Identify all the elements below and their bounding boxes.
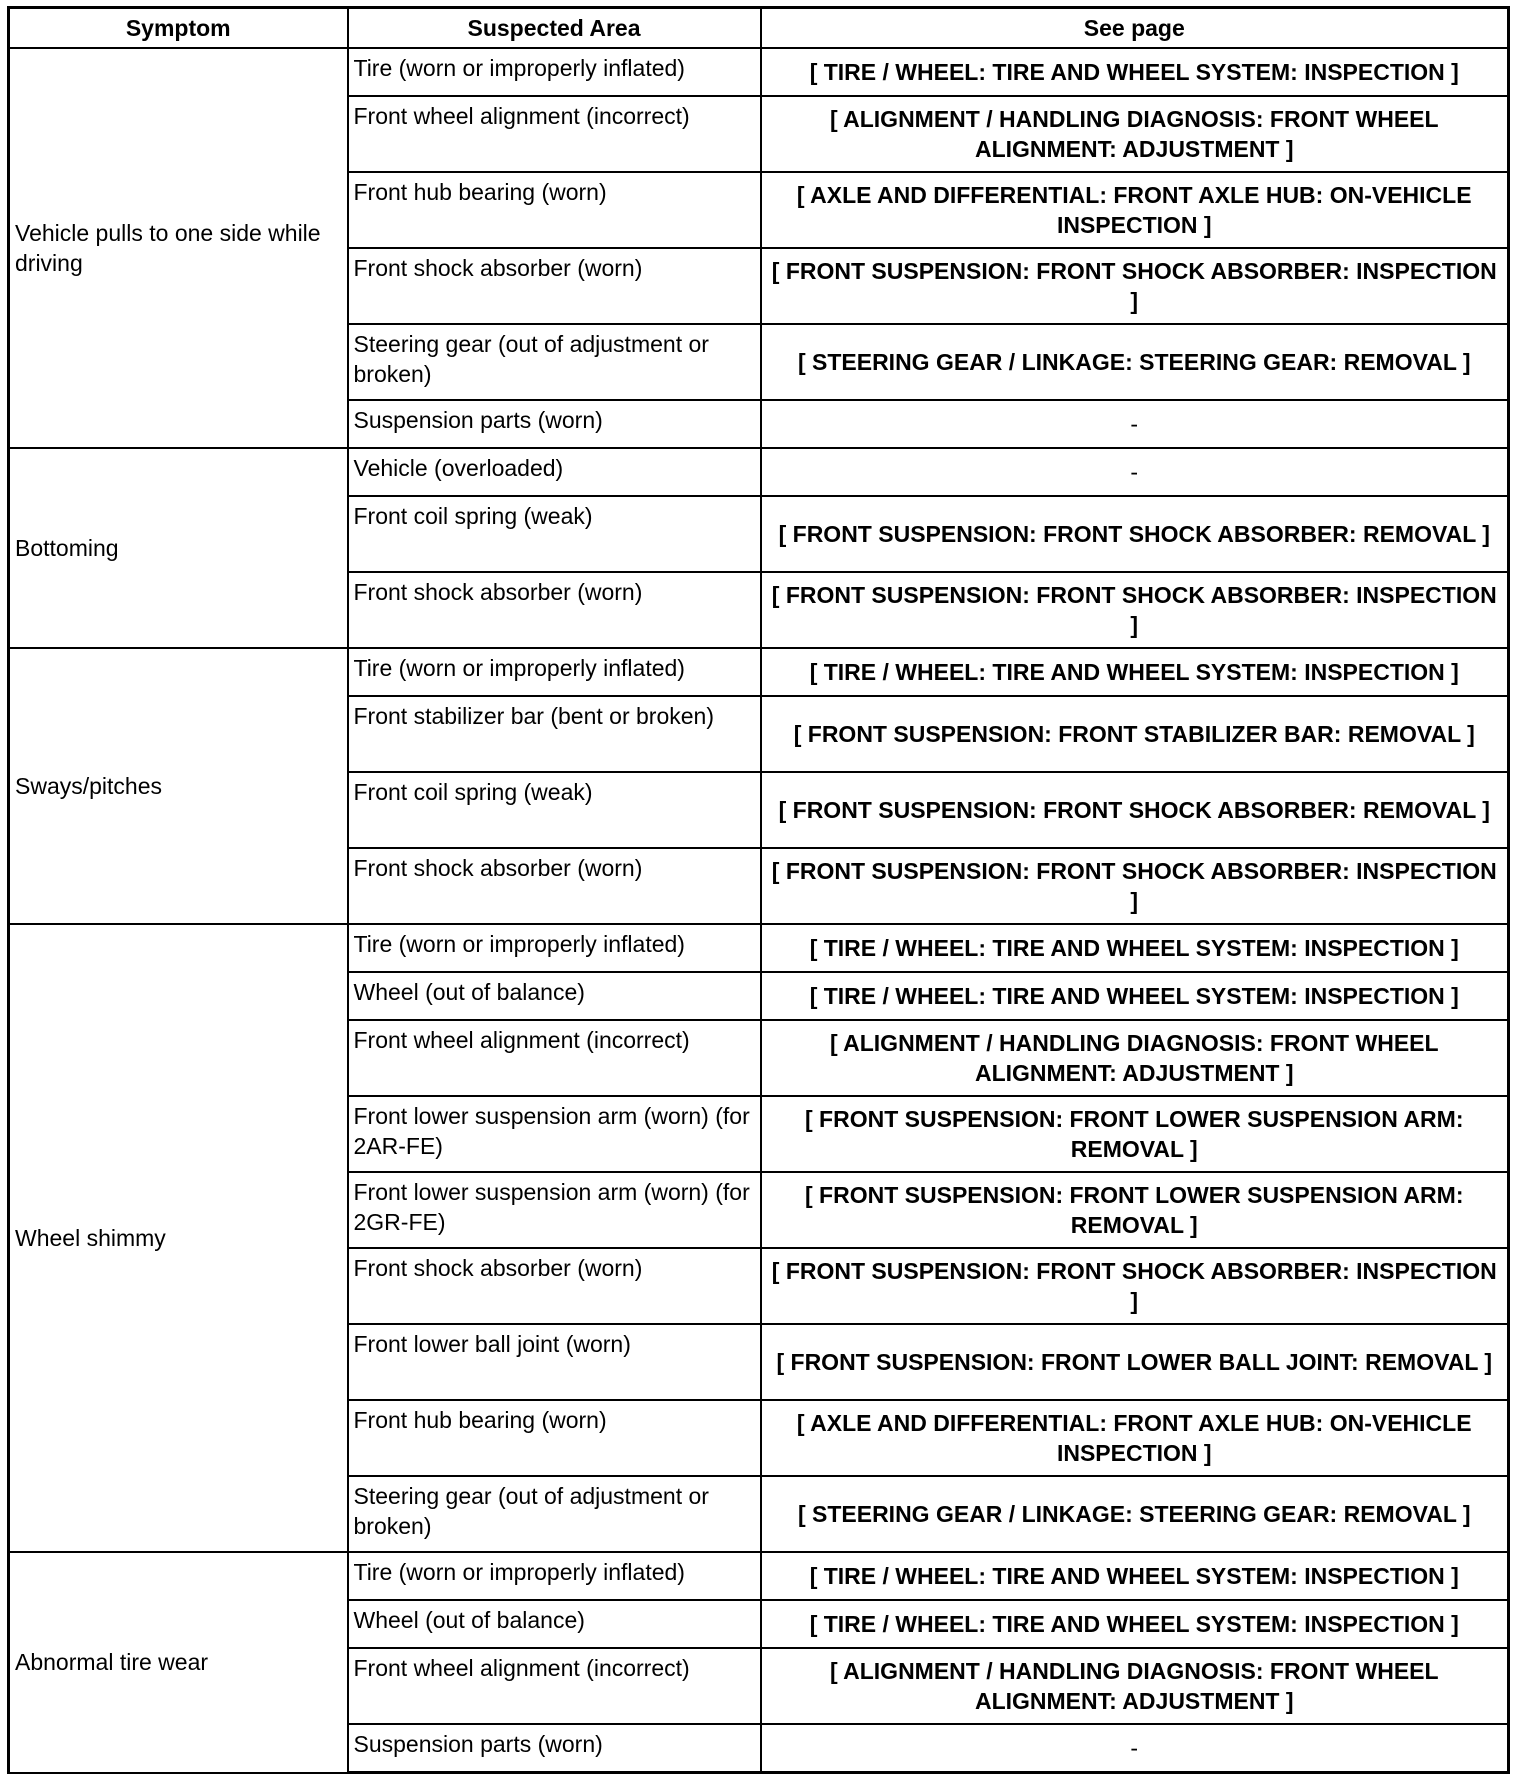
suspected-area-cell: Wheel (out of balance) [348,1600,761,1648]
suspected-area-cell: Front wheel alignment (incorrect) [348,96,761,172]
see-page-cell: [ STEERING GEAR / LINKAGE: STEERING GEAR: REMOVAL ] [761,324,1509,400]
suspected-area-cell: Tire (worn or improperly inflated) [348,924,761,972]
see-page-cell: [ FRONT SUSPENSION: FRONT SHOCK ABSORBER: INSPECTION ] [761,248,1509,324]
see-page-cell: [ ALIGNMENT / HANDLING DIAGNOSIS: FRONT WHEEL ALIGNMENT: ADJUSTMENT ] [761,1020,1509,1096]
table-header [9,8,1509,49]
symptom-cell: Wheel shimmy [9,924,348,1552]
see-page-cell: [ FRONT SUSPENSION: FRONT LOWER BALL JOINT: REMOVAL ] [761,1324,1509,1400]
see-page-cell: [ FRONT SUSPENSION: FRONT SHOCK ABSORBER: INSPECTION ] [761,1248,1509,1324]
symptom-table [7,6,1510,1774]
header-suspected-area: Suspected Area [348,8,761,49]
see-page-cell: [ AXLE AND DIFFERENTIAL: FRONT AXLE HUB: ON-VEHICLE INSPECTION ] [761,1400,1509,1476]
header-symptom: Symptom [9,8,348,49]
suspected-area-cell: Tire (worn or improperly inflated) [348,648,761,696]
see-page-cell: - [761,400,1509,448]
see-page-cell: [ AXLE AND DIFFERENTIAL: FRONT AXLE HUB: ON-VEHICLE INSPECTION ] [761,172,1509,248]
suspected-area-cell: Tire (worn or improperly inflated) [348,1552,761,1600]
see-page-cell: [ FRONT SUSPENSION: FRONT SHOCK ABSORBER: REMOVAL ] [761,496,1509,572]
table-row [9,48,1509,96]
see-page-cell: [ FRONT SUSPENSION: FRONT SHOCK ABSORBER: INSPECTION ] [761,848,1509,924]
see-page-cell: [ TIRE / WHEEL: TIRE AND WHEEL SYSTEM: INSPECTION ] [761,48,1509,96]
see-page-cell: [ FRONT SUSPENSION: FRONT SHOCK ABSORBER: REMOVAL ] [761,772,1509,848]
see-page-cell: - [761,1724,1509,1773]
symptom-cell: Bottoming [9,448,348,648]
see-page-cell: [ FRONT SUSPENSION: FRONT LOWER SUSPENSION ARM: REMOVAL ] [761,1096,1509,1172]
see-page-cell: - [761,448,1509,496]
suspected-area-cell: Front lower suspension arm (worn) (for 2AR-FE) [348,1096,761,1172]
suspected-area-cell: Front coil spring (weak) [348,496,761,572]
suspected-area-cell: Vehicle (overloaded) [348,448,761,496]
suspected-area-cell: Front stabilizer bar (bent or broken) [348,696,761,772]
see-page-cell: [ ALIGNMENT / HANDLING DIAGNOSIS: FRONT WHEEL ALIGNMENT: ADJUSTMENT ] [761,1648,1509,1724]
suspected-area-cell: Front lower ball joint (worn) [348,1324,761,1400]
see-page-cell: [ ALIGNMENT / HANDLING DIAGNOSIS: FRONT WHEEL ALIGNMENT: ADJUSTMENT ] [761,96,1509,172]
table-row [9,448,1509,496]
suspected-area-cell: Front shock absorber (worn) [348,572,761,648]
suspected-area-cell: Tire (worn or improperly inflated) [348,48,761,96]
see-page-cell: [ STEERING GEAR / LINKAGE: STEERING GEAR: REMOVAL ] [761,1476,1509,1552]
see-page-cell: [ TIRE / WHEEL: TIRE AND WHEEL SYSTEM: INSPECTION ] [761,972,1509,1020]
see-page-cell: [ TIRE / WHEEL: TIRE AND WHEEL SYSTEM: INSPECTION ] [761,648,1509,696]
table-body [9,48,1509,1773]
suspected-area-cell: Suspension parts (worn) [348,400,761,448]
table-row [9,1552,1509,1600]
suspected-area-cell: Front wheel alignment (incorrect) [348,1648,761,1724]
see-page-cell: [ FRONT SUSPENSION: FRONT STABILIZER BAR: REMOVAL ] [761,696,1509,772]
suspected-area-cell: Front hub bearing (worn) [348,1400,761,1476]
suspected-area-cell: Steering gear (out of adjustment or broken) [348,1476,761,1552]
suspected-area-cell: Suspension parts (worn) [348,1724,761,1773]
symptom-cell: Sways/pitches [9,648,348,924]
see-page-cell: [ TIRE / WHEEL: TIRE AND WHEEL SYSTEM: INSPECTION ] [761,1552,1509,1600]
symptom-cell: Abnormal tire wear [9,1552,348,1773]
header-row [9,8,1509,49]
table-row [9,648,1509,696]
suspected-area-cell: Front shock absorber (worn) [348,1248,761,1324]
header-see-page: See page [761,8,1509,49]
suspected-area-cell: Front shock absorber (worn) [348,248,761,324]
suspected-area-cell: Front wheel alignment (incorrect) [348,1020,761,1096]
symptom-cell: Vehicle pulls to one side while driving [9,48,348,448]
suspected-area-cell: Steering gear (out of adjustment or broken) [348,324,761,400]
suspected-area-cell: Front shock absorber (worn) [348,848,761,924]
see-page-cell: [ TIRE / WHEEL: TIRE AND WHEEL SYSTEM: INSPECTION ] [761,924,1509,972]
table-row [9,924,1509,972]
suspected-area-cell: Front coil spring (weak) [348,772,761,848]
suspected-area-cell: Front lower suspension arm (worn) (for 2GR-FE) [348,1172,761,1248]
see-page-cell: [ FRONT SUSPENSION: FRONT LOWER SUSPENSION ARM: REMOVAL ] [761,1172,1509,1248]
see-page-cell: [ TIRE / WHEEL: TIRE AND WHEEL SYSTEM: INSPECTION ] [761,1600,1509,1648]
suspected-area-cell: Wheel (out of balance) [348,972,761,1020]
see-page-cell: [ FRONT SUSPENSION: FRONT SHOCK ABSORBER: INSPECTION ] [761,572,1509,648]
suspected-area-cell: Front hub bearing (worn) [348,172,761,248]
